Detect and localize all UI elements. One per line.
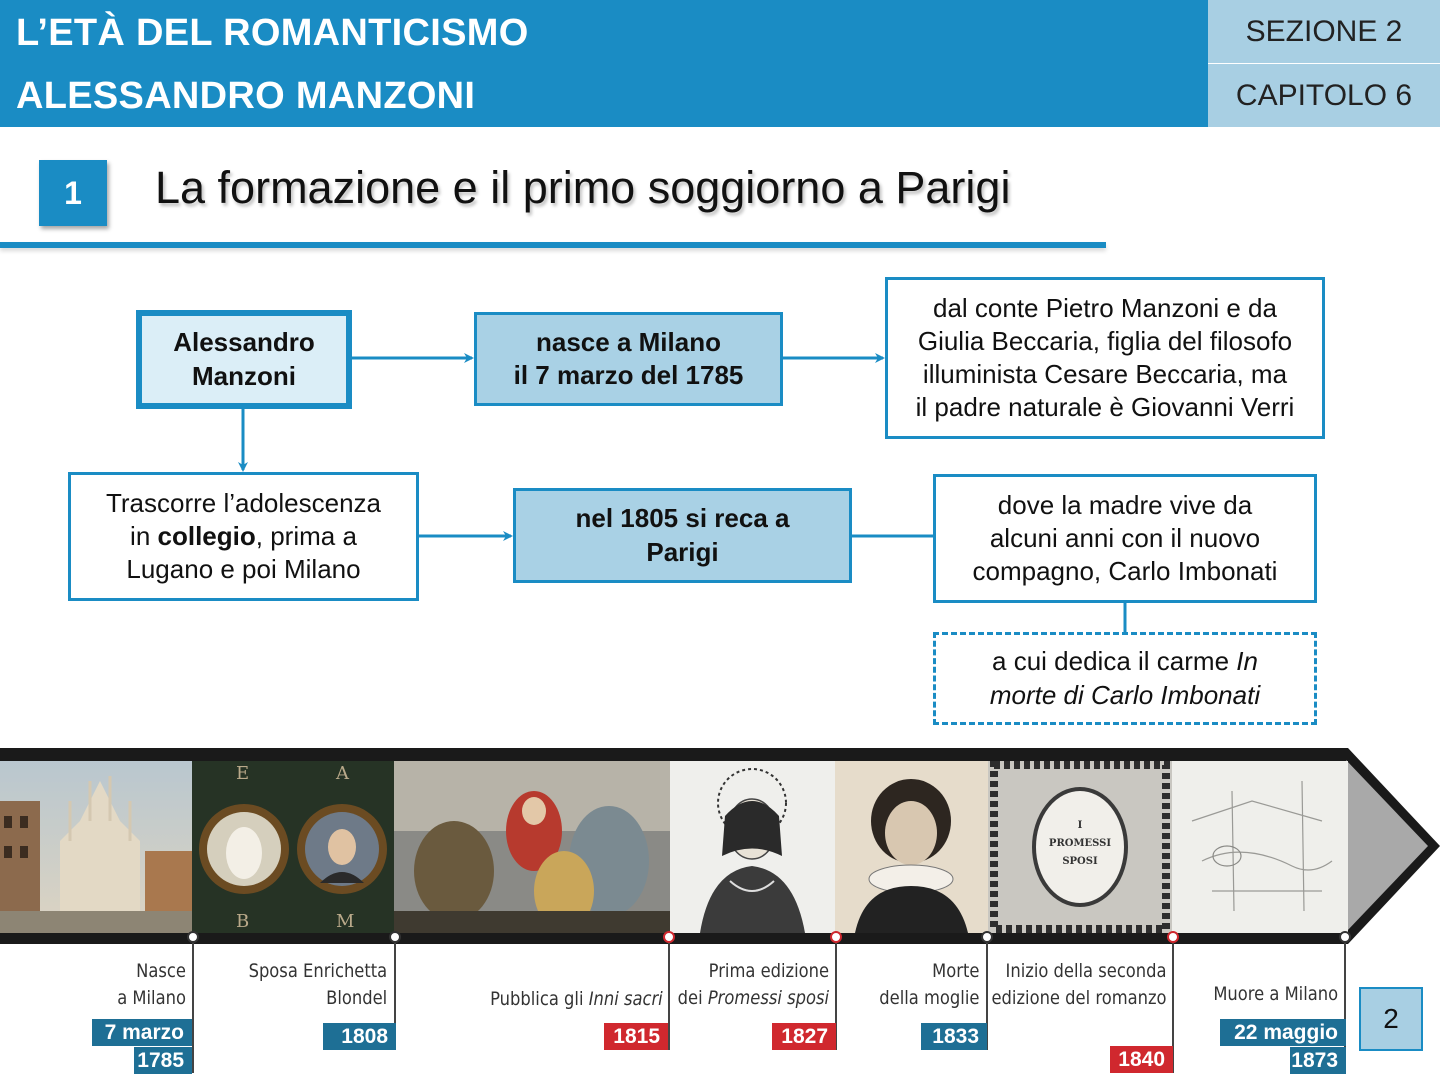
section-number-badge: 1 xyxy=(39,160,107,226)
paris-line1: nel 1805 si reca a xyxy=(575,503,790,534)
name-line2: Manzoni xyxy=(191,360,296,391)
header-chapter: CAPITOLO 6 xyxy=(1235,79,1413,112)
box-mother xyxy=(933,474,1317,603)
timeline-images xyxy=(0,761,1348,933)
header-author: ALESSANDRO MANZONI xyxy=(16,75,476,117)
medallion-letter-m: M xyxy=(336,911,355,932)
timeline-event-label: Muore a Milano xyxy=(1213,983,1338,1005)
timeline-tick-line xyxy=(192,937,194,1073)
timeline-dot xyxy=(1339,931,1351,943)
image-medallions xyxy=(192,761,394,933)
box-adolescence xyxy=(68,472,419,601)
timeline-event-label: Pubblica gli Inni sacri xyxy=(490,988,663,1010)
timeline-dot xyxy=(830,931,842,943)
header-period: L’ETÀ DEL ROMANTICISMO xyxy=(16,12,529,54)
book-title-line3: SPOSI xyxy=(1062,856,1098,867)
box-born xyxy=(474,312,783,406)
paris-line2: Parigi xyxy=(646,536,719,567)
timeline-date-tag: 1808 xyxy=(323,1023,396,1050)
timeline-date-tag: 1840 xyxy=(1110,1046,1173,1073)
page-title: La formazione e il primo soggiorno a Parigi xyxy=(155,162,1011,213)
dedica-italic2: morte di Carlo Imbonati xyxy=(989,679,1261,710)
dedica-italic1: In xyxy=(1236,646,1258,677)
youth-line3: Lugano e poi Milano xyxy=(126,554,361,584)
timeline-tick-line xyxy=(668,937,670,1050)
timeline-event-label: Nasce a Milano xyxy=(117,960,186,1009)
timeline-dot xyxy=(389,931,401,943)
box-dedication xyxy=(933,632,1317,725)
timeline-event-label: Sposa Enrichetta Blondel xyxy=(248,960,387,1009)
parents-line4: il padre naturale è Giovanni Verri xyxy=(915,392,1295,423)
image-woman-portrait xyxy=(835,761,988,933)
parents-line2: Giulia Beccaria, figlia del filosofo xyxy=(917,325,1293,356)
mother-line2: alcuni anni con il nuovo xyxy=(989,522,1261,553)
youth-pre: in xyxy=(130,520,158,551)
image-woman-engraving xyxy=(670,761,835,933)
name-line1: Alessandro xyxy=(173,327,315,358)
timeline-dot xyxy=(187,931,199,943)
parents-line3: illuminista Cesare Beccaria, ma xyxy=(922,359,1288,389)
timeline-event-label: Morte della moglie xyxy=(878,960,979,1009)
timeline-event-label: Inizio della seconda edizione del romanzo xyxy=(991,960,1167,1009)
timeline-dot xyxy=(1167,931,1179,943)
medallion-letter-e: E xyxy=(236,763,250,784)
timeline-date-tag: 7 marzo xyxy=(92,1019,192,1046)
timeline-date-tag: 1833 xyxy=(921,1023,987,1050)
mother-line1: dove la madre vive da xyxy=(997,489,1253,520)
medallion-letter-b: B xyxy=(236,911,250,932)
dedica-pre: a cui dedica il carme xyxy=(992,646,1237,677)
youth-bold: collegio xyxy=(157,520,256,551)
box-alessandro-manzoni xyxy=(136,310,352,409)
image-deathbed-sketch xyxy=(1172,761,1348,933)
parents-line1: dal conte Pietro Manzoni e da xyxy=(932,292,1277,323)
timeline-year-tag: 1873 xyxy=(1290,1047,1346,1074)
box-paris xyxy=(513,488,852,583)
book-title xyxy=(988,817,1172,871)
timeline-date-tag: 22 maggio xyxy=(1220,1019,1346,1046)
medallion-letter-a: A xyxy=(336,763,349,784)
youth-post: , prima a xyxy=(255,520,357,551)
image-duomo-milano xyxy=(0,761,192,933)
born-line1: nasce a Milano xyxy=(536,326,721,357)
timeline-dot xyxy=(981,931,993,943)
timeline-event-label: Prima edizione dei Promessi sposi xyxy=(677,960,829,1009)
mother-line3: compagno, Carlo Imbonati xyxy=(972,556,1278,586)
youth-line1: Trascorre l’adolescenza xyxy=(105,487,382,518)
timeline-date-tag: 1815 xyxy=(604,1023,668,1050)
book-title-line1: I xyxy=(1077,820,1083,831)
header-section: SEZIONE 2 xyxy=(1245,15,1403,48)
born-line2: il 7 marzo del 1785 xyxy=(513,360,744,390)
image-religious-painting xyxy=(394,761,670,933)
timeline-year-tag: 1785 xyxy=(134,1047,192,1074)
page-number: 2 xyxy=(1359,987,1423,1051)
box-parents xyxy=(885,277,1325,439)
book-title-line2: PROMESSI xyxy=(1048,838,1112,849)
timeline-date-tag: 1827 xyxy=(772,1023,836,1050)
timeline-dot xyxy=(663,931,675,943)
image-promessi-sposi-frontispiece xyxy=(988,761,1172,933)
